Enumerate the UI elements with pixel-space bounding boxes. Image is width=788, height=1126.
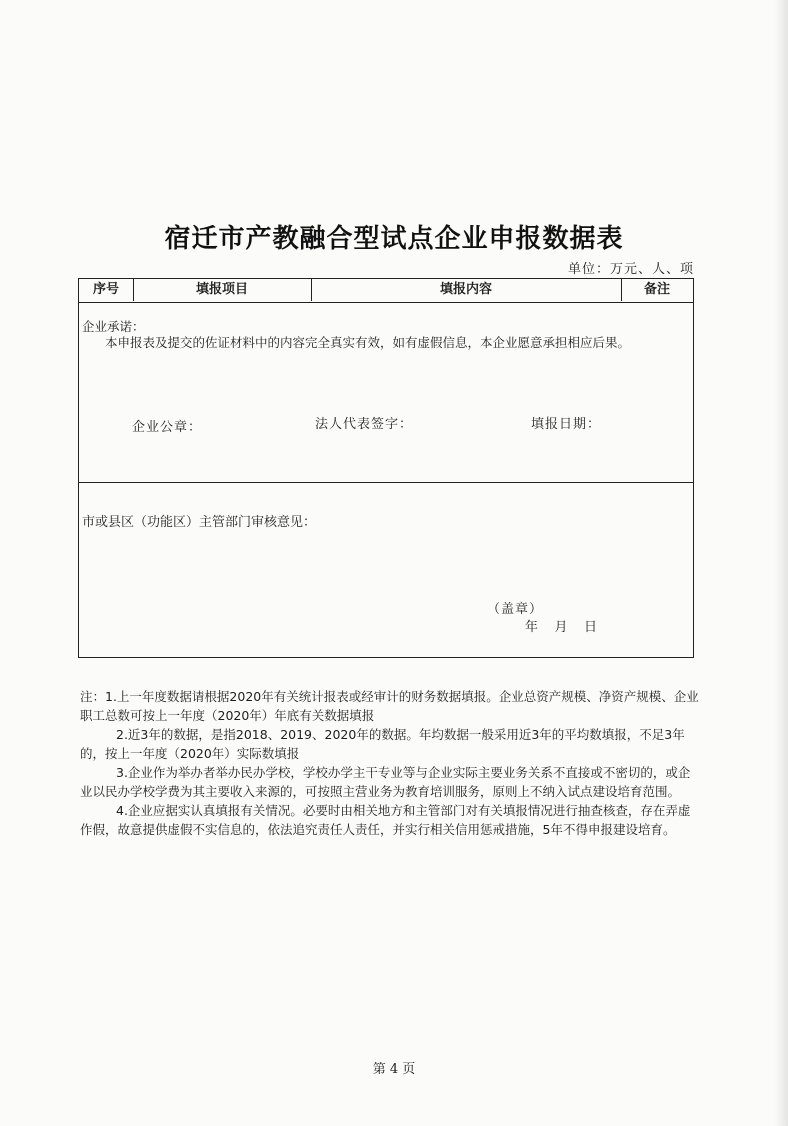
fill-date-label: 填报日期： bbox=[531, 417, 602, 432]
commitment-label: 企业承诺： bbox=[82, 319, 145, 334]
authority-review-section bbox=[79, 483, 693, 657]
header-remarks: 备注 bbox=[643, 282, 670, 297]
note-item: 2.近3年的数据，是指2018、2019、2020年的数据。年均数据一般采用近3年的平均数填报，不足3年的，按上一年度（2020年）实际数填报 bbox=[80, 727, 685, 761]
table-header-row bbox=[79, 279, 693, 303]
review-date-line: 年 月 日 bbox=[525, 620, 598, 635]
company-seal-label: 企业公章： bbox=[132, 420, 203, 435]
page-number: 第 4 页 bbox=[372, 1062, 416, 1077]
notes-section bbox=[80, 687, 700, 839]
declaration-form bbox=[78, 278, 694, 658]
note-item: 3.企业作为举办者举办民办学校，学校办学主干专业等与企业实际主要业务关系不直接或不密切的，或企业以民办学校学费为其主要收入来源的，可按照主营业务为教育培训服务，原则上不纳入试点建设培育范围。 bbox=[80, 765, 691, 799]
header-serial-number: 序号 bbox=[92, 282, 119, 297]
note-item: 4.企业应据实认真填报有关情况。必要时由相关地方和主管部门对有关填报情况进行抽查核查，存在弄虚作假，故意提供虚假不实信息的，依法追究责任人责任，并实行相关信用惩戒措施，5年不得申报建设培育。 bbox=[80, 803, 691, 837]
scan-edge-shadow bbox=[774, 0, 788, 1126]
review-opinion-label: 市或县区（功能区）主管部门审核意见： bbox=[82, 515, 317, 530]
document-title: 宿迁市产教融合型试点企业申报数据表 bbox=[164, 224, 624, 254]
header-content: 填报内容 bbox=[439, 282, 492, 297]
header-item: 填报项目 bbox=[195, 282, 248, 297]
enterprise-commitment-section bbox=[79, 303, 693, 483]
unit-label: 单位：万元、人、项 bbox=[567, 262, 694, 277]
commitment-statement: 本申报表及提交的佐证材料中的内容完全真实有效，如有虚假信息，本企业愿意承担相应后果。 bbox=[105, 335, 631, 350]
review-seal-label: （盖章） bbox=[487, 602, 544, 617]
legal-representative-signature-label: 法人代表签字： bbox=[315, 417, 414, 432]
note-item: 注：1.上一年度数据请根据2020年有关统计报表或经审计的财务数据填报。企业总资产规模、净资产规模、企业职工总数可按上一年度（2020年）年底有关数据填报 bbox=[80, 689, 699, 723]
